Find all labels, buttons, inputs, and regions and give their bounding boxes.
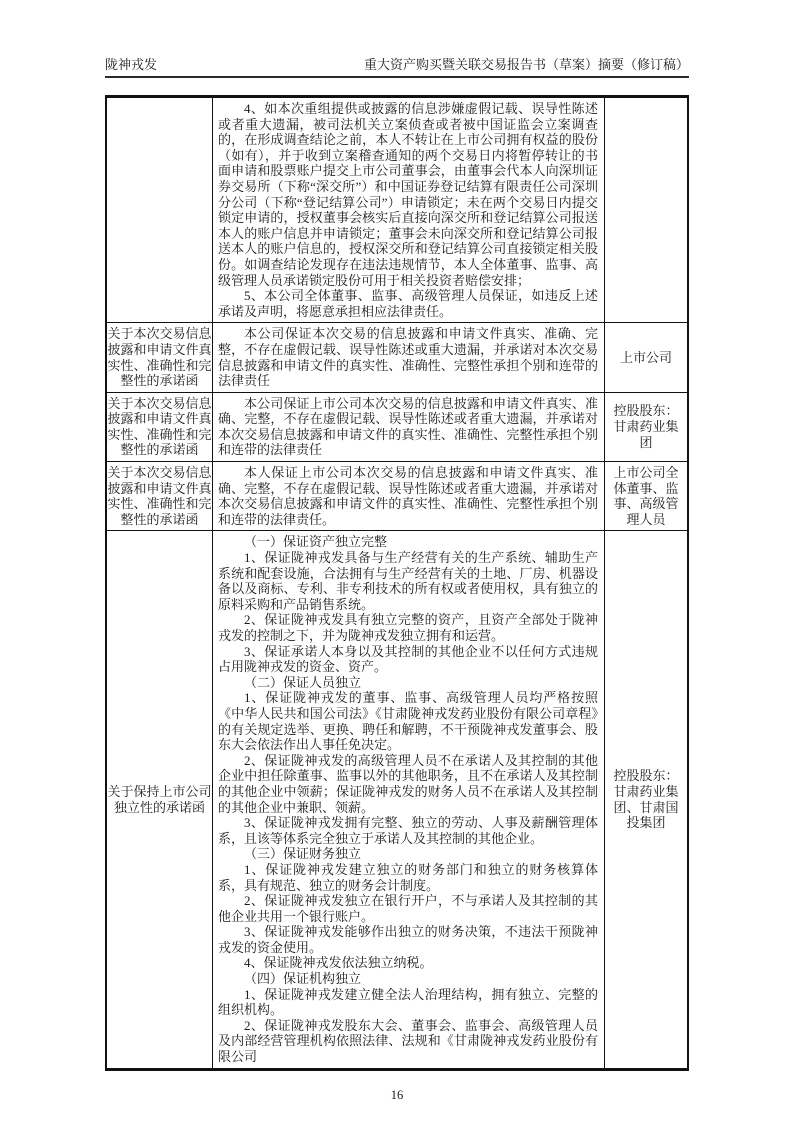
page-header <box>105 57 689 78</box>
commitment-party-cell <box>604 98 687 322</box>
commitment-label: 关于保持上市公司独立性的承诺函 <box>107 783 212 815</box>
commitment-paragraph: 1、保证陇神戎发具备与生产经营有关的生产系统、辅助生产系统和配套设施，合法拥有与生产经营有关的土地、厂房、机器设备以及商标、专利、非专利技术的所有权或者使用权，具有独立的原料采购和产品销售系统。 <box>218 550 598 612</box>
table-row <box>107 392 687 461</box>
commitment-party-cell <box>604 323 687 391</box>
commitment-party-cell <box>604 393 687 461</box>
commitment-paragraph: 3、保证陇神戎发能够作出独立的财务决策，不违法干预陇神戎发的资金使用。 <box>218 924 598 955</box>
commitment-paragraph: （二）保证人员独立 <box>244 674 362 690</box>
commitment-paragraph: 3、保证陇神戎发拥有完整、独立的劳动、人事及薪酬管理体系，且该等体系完全独立于承诺人及其控制的其他企业。 <box>218 815 598 846</box>
commitment-paragraph: 2、保证陇神戎发的高级管理人员不在承诺人及其控制的其他企业中担任除董事、监事以外的其他职务，且不在承诺人及其控制的其他企业中领薪；保证陇神戎发的财务人员不在承诺人及其控制的其他企业中兼职、领薪。 <box>218 752 598 815</box>
commitment-content-cell <box>213 98 604 322</box>
commitment-paragraph: 2、保证陇神戎发具有独立完整的资产，且资产全部处于陇神戎发的控制之下，并为陇神戎发独立拥有和运营。 <box>218 612 598 643</box>
commitment-paragraph: 3、保证承诺人本身以及其控制的其他企业不以任何方式违规占用陇神戎发的资金、资产。 <box>218 643 598 675</box>
commitment-paragraph: 4、如本次重组提供或披露的信息涉嫌虚假记载、误导性陈述或者重大遗漏，被司法机关立案侦查或者被中国证监会立案调查的，在形成调查结论之前，本人不转让在上市公司拥有权益的股份（如有），并于收到立案稽查通知的两个交易日内将暂停转让的书面申请和股票账户提交上市公司董事会，由董事会代本人向深圳证券交易所（下称“深交所”）和中国证券登记结算有限责任公司深圳分公司（下称“登记结算公司”）申请锁定；未在两个交易日内提交锁定申请的，授权董事会核实后直接向深交所和登记结算公司报送本人的账户信息并申请锁定；董事会未向深交所和登记结算公司报送本人的账户信息的，授权深交所和登记结算公司直接锁定相关股份。如调查结论发现存在违法违规情节，本人全体董事、监事、高级管理人员承诺锁定股份可用于相关投资者赔偿安排； <box>218 101 598 288</box>
commitment-party: 上市公司 <box>619 349 672 365</box>
header-company: 陇神戎发 <box>105 57 158 72</box>
commitment-label-cell <box>107 323 213 391</box>
commitment-paragraph: 1、保证陇神戎发的董事、监事、高级管理人员均严格按照《中华人民共和国公司法》《甘肃陇神戎发药业股份有限公司章程》的有关规定选举、更换、聘任和解聘，不干预陇神戎发董事会、股东大会依法作出人事任免决定。 <box>218 690 598 753</box>
table-row <box>107 322 687 391</box>
commitment-party: 控股股东：甘肃药业集团、甘肃国投集团 <box>613 768 679 831</box>
commitment-label: 关于本次交易信息披露和申请文件真实性、准确性和完整性的承诺函 <box>107 395 212 458</box>
commitment-content-cell <box>213 393 604 461</box>
commitment-paragraph: 本人保证上市公司本次交易的信息披露和申请文件真实、准确、完整，不存在虚假记载、误导性陈述或者重大遗漏，并承诺对本次交易信息披露和申请文件的真实性、准确性、完整性承担个别和连带的法律责任。 <box>218 465 598 527</box>
commitment-paragraph: 2、保证陇神戎发独立在银行开户，不与承诺人及其控制的其他企业共用一个银行账户。 <box>218 893 598 924</box>
commitment-content-cell <box>213 531 604 1067</box>
commitments-table <box>105 95 689 1071</box>
table-row <box>107 530 687 1067</box>
commitment-paragraph: （三）保证财务独立 <box>244 846 362 862</box>
commitment-content-cell <box>213 323 604 391</box>
commitment-paragraph: 本公司保证上市公司本次交易的信息披露和申请文件真实、准确、完整，不存在虚假记载、误导性陈述或者重大遗漏，并承诺对本次交易信息披露和申请文件的真实性、准确性、完整性承担个别和连带的法律责任 <box>218 395 598 458</box>
commitment-party: 控股股东：甘肃药业集团 <box>613 403 679 450</box>
commitment-party-cell <box>604 462 687 530</box>
commitment-content-cell <box>213 462 604 530</box>
header-doc-title: 重大资产购买暨关联交易报告书（草案）摘要（修订稿） <box>363 57 689 72</box>
commitment-paragraph: 5、本公司全体董事、监事、高级管理人员保证，如违反上述承诺及声明，将愿意承担相应法律责任。 <box>218 288 598 319</box>
commitment-label: 关于本次交易信息披露和申请文件真实性、准确性和完整性的承诺函 <box>107 326 212 389</box>
commitment-paragraph: 2、保证陇神戎发股东大会、董事会、监事会、高级管理人员及内部经营管理机构依照法律、法规和《甘肃陇神戎发药业股份有限公司 <box>218 1017 598 1065</box>
commitment-paragraph: 4、保证陇神戎发依法独立纳税。 <box>244 955 433 971</box>
commitment-label-cell <box>107 98 213 322</box>
commitment-label-cell <box>107 393 213 461</box>
commitment-label: 关于本次交易信息披露和申请文件真实性、准确性和完整性的承诺函 <box>107 465 212 527</box>
commitment-label-cell <box>107 531 213 1067</box>
commitment-paragraph: （四）保证机构独立 <box>244 971 362 987</box>
page-number: 16 <box>390 1087 404 1102</box>
commitment-paragraph: 1、保证陇神戎发建立独立的财务部门和独立的财务核算体系，具有规范、独立的财务会计制度。 <box>218 861 598 893</box>
commitment-paragraph: （一）保证资产独立完整 <box>244 534 388 550</box>
table-row <box>107 98 687 322</box>
commitment-label-cell <box>107 462 213 530</box>
commitment-paragraph: 1、保证陇神戎发建立健全法人治理结构，拥有独立、完整的组织机构。 <box>218 986 598 1018</box>
page-footer <box>105 1088 689 1103</box>
commitment-party: 上市公司全体董事、监事、高级管理人员 <box>613 465 679 527</box>
commitment-party-cell <box>604 531 687 1067</box>
commitment-paragraph: 本公司保证本次交易的信息披露和申请文件真实、准确、完整，不存在虚假记载、误导性陈述或重大遗漏，并承诺对本次交易信息披露和申请文件的真实性、准确性、完整性承担个别和连带的法律责任 <box>218 326 598 389</box>
table-row <box>107 461 687 530</box>
